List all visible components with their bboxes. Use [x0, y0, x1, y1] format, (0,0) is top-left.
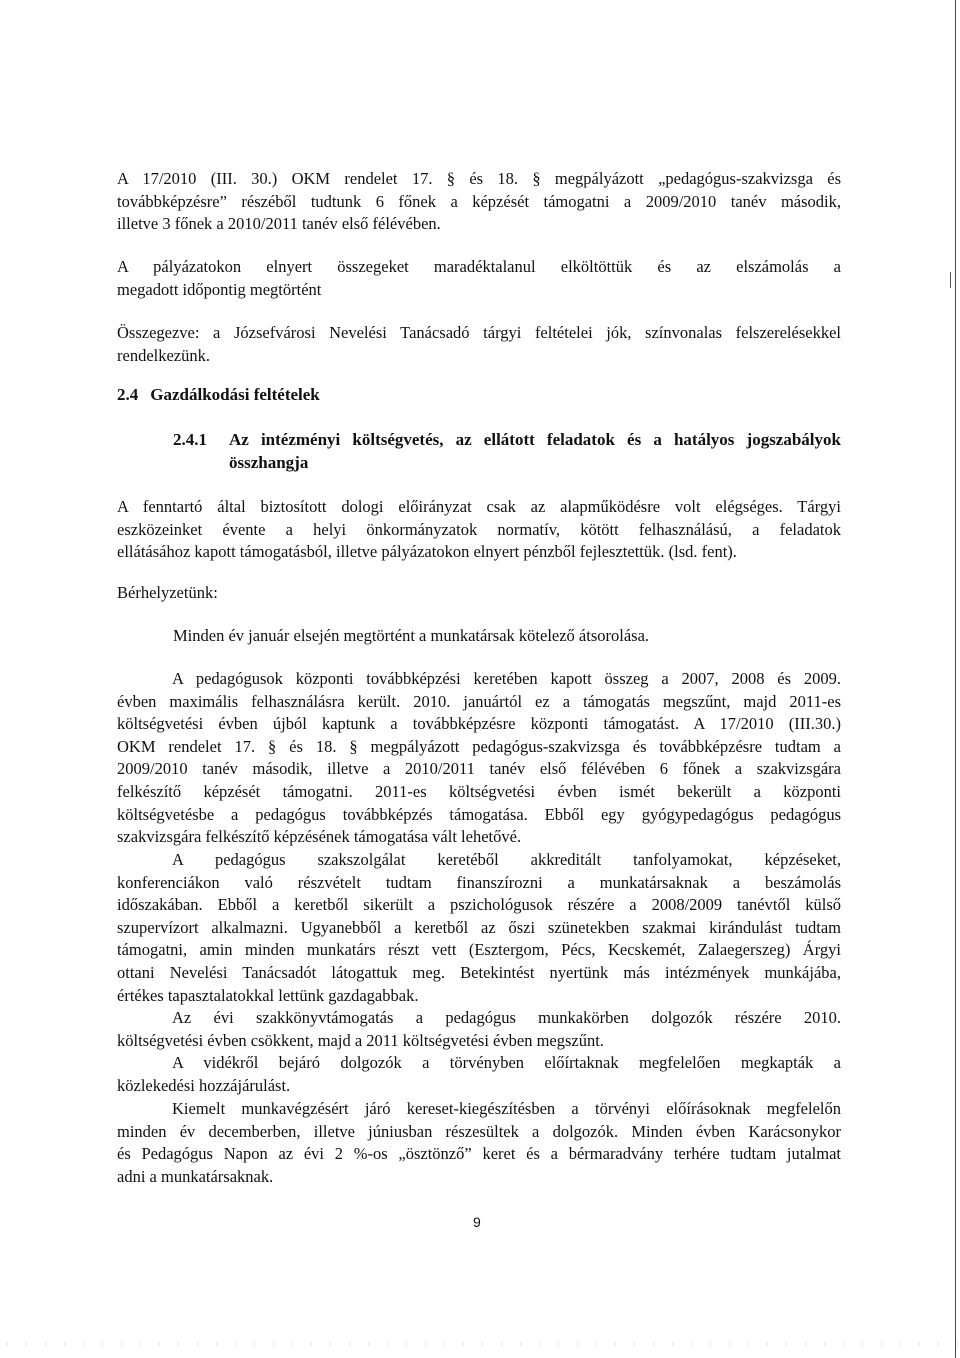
text-line: A pedagógus szakszolgálat keretéből akkreditált tanfolyamokat, képzéseket, — [172, 850, 841, 869]
text-line: értékes tapasztalatokkal lettünk gazdagabbak. — [117, 985, 419, 1005]
page-number: 9 — [473, 1214, 481, 1230]
section-title: Gazdálkodási feltételek — [150, 385, 320, 404]
text-line: szupervízort alkalmazni. Ugyanebből a keretből az őszi szünetekben szakmai kirándulást tudtam — [117, 917, 841, 937]
text-line: konferenciákon való részvételt tudtam finanszírozni a munkatársaknak a beszámolás — [117, 872, 841, 892]
text-line: A pedagógusok központi továbbképzési keretében kapott összeg a 2007, 2008 és 2009. — [172, 669, 841, 688]
text-line: A fenntartó által biztosított dologi előirányzat csak az alapműködésre volt elégséges. Tárgyi — [117, 497, 841, 516]
text-line: közlekedési hozzájárulást. — [117, 1075, 291, 1095]
scan-noise-strip — [0, 1342, 960, 1346]
text-line: szakvizsgára felkészítő képzésének támogatása vált lehetővé. — [117, 827, 522, 847]
wage-situation-text: Minden év január elsején megtörtént a munkatársak kötelező átsorolása. — [173, 626, 650, 645]
text-line: eszközeinket évente a helyi önkormányzatok normatív, kötött felhasználású, a feladatok — [117, 519, 841, 539]
paragraph-professional-service — [117, 849, 841, 1007]
text-line: felkészítő képzését támogatni. 2011-es költségvetési évben ismét bekerült a központi — [117, 781, 841, 801]
subsection-number: 2.4.1 — [173, 430, 207, 449]
text-line: költségvetésbe a pedagógus továbbképzés támogatása. Ebből egy gyógypedagógus pedagógus — [117, 804, 841, 824]
text-line: A 17/2010 (III. 30.) OKM rendelet 17. § és 18. § megpályázott „pedagógus-szakvizsga és — [117, 169, 841, 188]
text-line: költségvetési évben újból kaptunk a továbbképzésre központi támogatást. A 17/2010 (III.30.) — [117, 714, 841, 734]
text-line: rendelkezünk. — [117, 345, 210, 365]
text-line: költségvetési évben csökkent, majd a 2011 költségvetési évben megszűnt. — [117, 1030, 604, 1050]
paragraph-training — [117, 668, 841, 849]
text-line: 2009/2010 tanév második, illetve a 2010/2011 tanév első félévében 6 főnek a szakvizsgára — [117, 759, 841, 779]
paragraph-grant-intro — [117, 168, 841, 236]
text-line: évben maximális felhasználásra került. 2010. januártól ez a támogatás megszűnt, majd 2011-es — [117, 691, 841, 711]
subsection-title-line: összhangja — [229, 453, 309, 472]
page-edge-mark — [950, 272, 951, 288]
paragraph-summary — [117, 322, 841, 367]
wage-situation-label: Bérhelyzetünk: — [117, 583, 218, 602]
text-line: ottani Nevelési Tanácsadót látogattuk meg. Betekintést nyertünk más intézmények munkájába, — [117, 962, 841, 982]
paragraph-book-support — [117, 1007, 841, 1052]
paragraph-bonus — [117, 1098, 841, 1188]
text-line: Összegezve: a Józsefvárosi Nevelési Tanácsadó tárgyi feltételei jók, színvonalas felszerelésekkel — [117, 323, 841, 342]
text-line: A pályázatokon elnyert összegeket maradéktalanul elköltöttük és az elszámolás a — [117, 257, 841, 276]
text-line: támogatni, amin minden munkatárs részt vett (Esztergom, Pécs, Kecskemét, Zalaegerszeg) Árgyi — [117, 940, 841, 960]
text-line: adni a munkatársaknak. — [117, 1166, 274, 1186]
text-line: minden év decemberben, illetve júniusban részesültek a dolgozók. Minden évben Karácsonykor — [117, 1121, 841, 1141]
section-number: 2.4 — [117, 385, 139, 404]
text-line: és Pedagógus Napon az évi 2 %-os „ösztönző” keret és a bérmaradvány terhére tudtam jutalmat — [117, 1144, 841, 1164]
text-line: ellátásához kapott támogatásból, illetve pályázatokon elnyert pénzből fejlesztettük. (lsd. fent). — [117, 542, 737, 562]
text-line: továbbképzésre” részéből tudtunk 6 főnek a képzését támogatni a 2009/2010 tanév második, — [117, 191, 841, 211]
subsection-heading — [173, 428, 841, 474]
text-line: megadott időpontig megtörtént — [117, 279, 322, 299]
subsection-title-line: Az intézményi költségvetés, az ellátott feladatok és a hatályos jogszabályok — [229, 430, 841, 449]
text-line: időszakában. Ebből a keretből sikerült a pszichológusok részére a 2008/2009 tanévtől külső — [117, 895, 841, 915]
paragraph-budget — [117, 496, 841, 564]
paragraph-commuting — [117, 1052, 841, 1097]
page-edge-line — [955, 0, 956, 1358]
section-heading — [117, 385, 320, 405]
paragraph-grant-settlement — [117, 256, 841, 301]
text-line: OKM rendelet 17. § és 18. § megpályázott pedagógus-szakvizsga és továbbképzésre tudtam a — [117, 736, 841, 756]
text-line: illetve 3 főnek a 2010/2011 tanév első félévében. — [117, 214, 441, 234]
text-line: Kiemelt munkavégzésért járó kereset-kiegészítésben a törvényi előírásoknak megfelelőn — [172, 1099, 841, 1118]
text-line: Az évi szakkönyvtámogatás a pedagógus munkakörben dolgozók részére 2010. — [172, 1008, 841, 1027]
text-line: A vidékről bejáró dolgozók a törvényben előírtaknak megfelelően megkapták a — [172, 1053, 841, 1072]
